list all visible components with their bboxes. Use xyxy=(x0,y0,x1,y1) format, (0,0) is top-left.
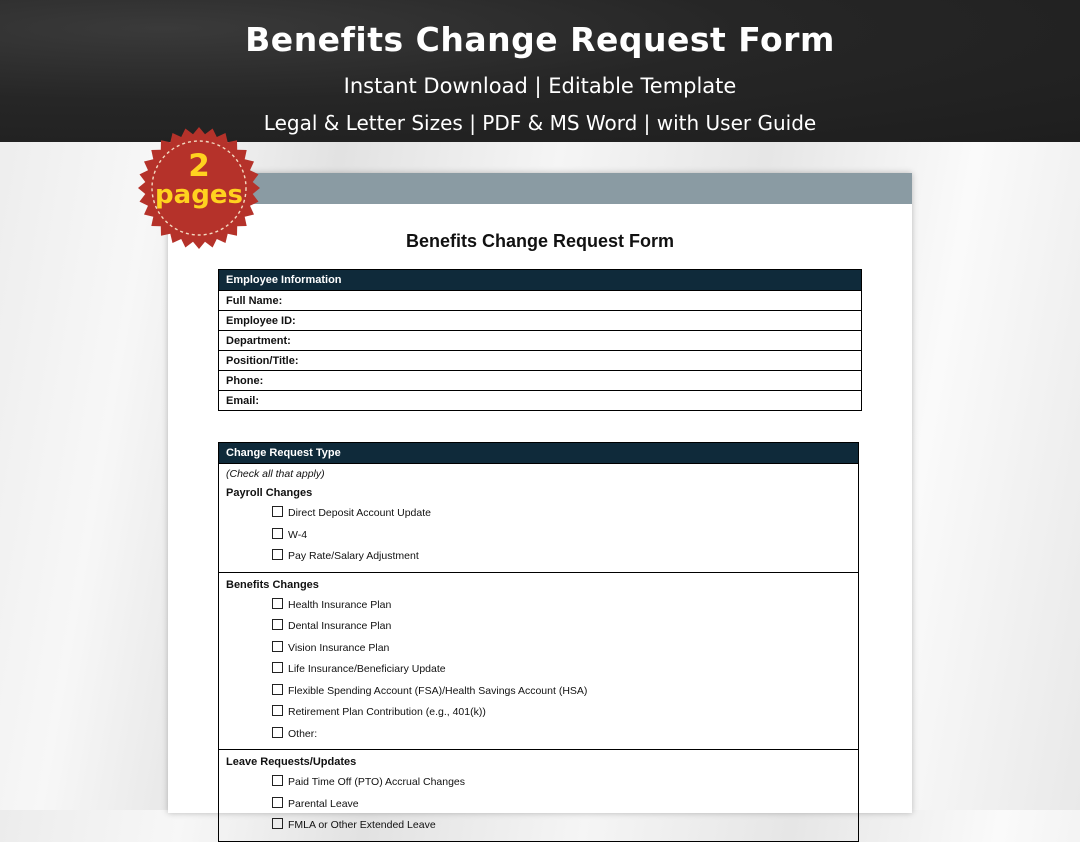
option-dental-insurance[interactable]: Dental Insurance Plan xyxy=(226,616,851,638)
option-other[interactable]: Other: xyxy=(226,724,851,746)
option-life-insurance[interactable]: Life Insurance/Beneficiary Update xyxy=(226,659,851,681)
checkbox[interactable] xyxy=(272,775,283,786)
change-request-table xyxy=(218,442,859,842)
employee-info-table xyxy=(218,269,862,411)
checkbox[interactable] xyxy=(272,705,283,716)
field-department[interactable]: Department: xyxy=(219,331,862,351)
field-full-name[interactable]: Full Name: xyxy=(219,291,862,311)
checkbox[interactable] xyxy=(272,641,283,652)
option-health-insurance[interactable]: Health Insurance Plan xyxy=(226,595,851,617)
banner-title: Benefits Change Request Form xyxy=(245,20,835,59)
leave-requests-title: Leave Requests/Updates xyxy=(226,756,357,768)
option-w4[interactable]: W-4 xyxy=(226,525,851,547)
checkbox[interactable] xyxy=(272,598,283,609)
form-title: Benefits Change Request Form xyxy=(405,231,675,251)
option-fsa-hsa[interactable]: Flexible Spending Account (FSA)/Health Savings Account (HSA) xyxy=(226,681,851,703)
option-parental-leave[interactable]: Parental Leave xyxy=(226,794,851,816)
check-all-note: (Check all that apply) xyxy=(226,468,325,480)
benefits-section xyxy=(219,572,859,750)
promo-banner xyxy=(0,0,1080,142)
checkbox[interactable] xyxy=(272,506,283,517)
option-retirement-plan[interactable]: Retirement Plan Contribution (e.g., 401(k)) xyxy=(226,702,851,724)
banner-subtitle-1: Instant Download | Editable Template xyxy=(343,74,737,98)
field-employee-id[interactable]: Employee ID: xyxy=(219,311,862,331)
checkbox[interactable] xyxy=(272,818,283,829)
option-pay-rate[interactable]: Pay Rate/Salary Adjustment xyxy=(226,546,851,568)
checkbox[interactable] xyxy=(272,662,283,673)
option-fmla[interactable]: FMLA or Other Extended Leave xyxy=(226,815,851,837)
banner-subtitle-2: Legal & Letter Sizes | PDF & MS Word | with User Guide xyxy=(263,111,817,135)
leave-section xyxy=(219,750,859,842)
payroll-section xyxy=(219,464,859,573)
option-vision-insurance[interactable]: Vision Insurance Plan xyxy=(226,638,851,660)
option-pto-accrual[interactable]: Paid Time Off (PTO) Accrual Changes xyxy=(226,772,851,794)
badge-number: 2 xyxy=(188,148,210,184)
option-direct-deposit[interactable]: Direct Deposit Account Update xyxy=(226,503,851,525)
field-email[interactable]: Email: xyxy=(219,391,862,411)
checkbox[interactable] xyxy=(272,797,283,808)
checkbox[interactable] xyxy=(272,528,283,539)
benefits-changes-title: Benefits Changes xyxy=(226,578,319,591)
change-request-header: Change Request Type xyxy=(219,443,859,464)
sheet-top-bar xyxy=(168,173,912,204)
form-sheet xyxy=(168,173,912,831)
employee-info-header: Employee Information xyxy=(219,270,862,291)
checkbox[interactable] xyxy=(272,684,283,695)
badge-label: pages xyxy=(155,180,243,210)
checkbox[interactable] xyxy=(272,727,283,738)
pages-badge xyxy=(137,126,261,250)
checkbox[interactable] xyxy=(272,549,283,560)
field-position-title[interactable]: Position/Title: xyxy=(219,351,862,371)
field-phone[interactable]: Phone: xyxy=(219,371,862,391)
checkbox[interactable] xyxy=(272,619,283,630)
payroll-changes-title: Payroll Changes xyxy=(226,487,313,499)
